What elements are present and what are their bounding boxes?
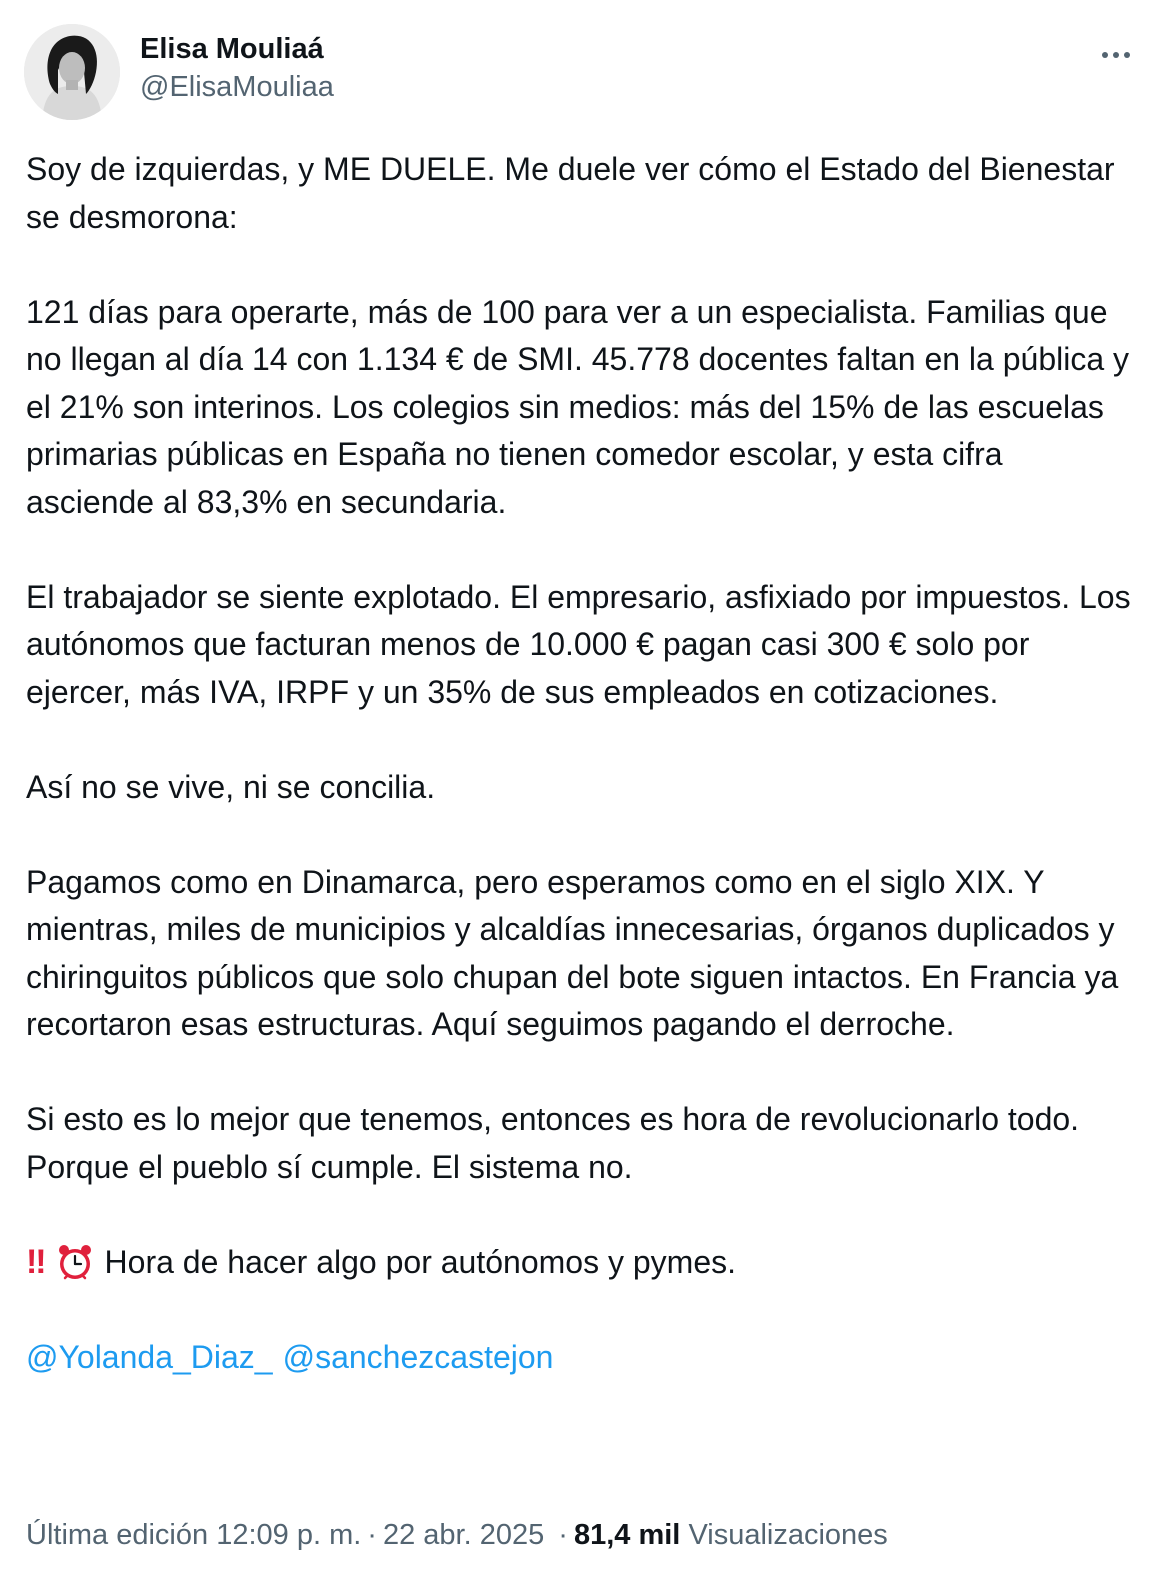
meta-separator: · bbox=[558, 1519, 568, 1551]
tweet-paragraph: Si esto es lo mejor que tenemos, entonces es hora de revolucionarlo todo. Porque el pueblo sí cumple. El sistema no. bbox=[26, 1101, 1080, 1185]
meta-separator: · bbox=[367, 1519, 377, 1551]
avatar-photo bbox=[24, 24, 120, 120]
more-options-button[interactable] bbox=[1096, 40, 1136, 70]
author-handle[interactable]: @ElisaMouliaa bbox=[140, 71, 334, 103]
views-label: Visualizaciones bbox=[688, 1519, 888, 1551]
double-exclamation-icon: ‼ bbox=[26, 1242, 41, 1281]
tweet-header bbox=[24, 24, 1136, 120]
tweet-emoji-line bbox=[26, 1239, 1136, 1287]
edited-timestamp[interactable] bbox=[26, 1519, 552, 1551]
avatar[interactable] bbox=[24, 24, 120, 120]
mention-link[interactable]: @sanchezcastejon bbox=[282, 1338, 554, 1375]
tweet-time: 12:09 p. m. bbox=[216, 1519, 362, 1551]
tweet-paragraph: Pagamos como en Dinamarca, pero esperamos como en el siglo XIX. Y mientras, miles de municipios y alcaldías innecesarias, órganos duplicados y chiringuitos públicos que solo chupan del bote siguen intactos. En Francia ya recortaron esas estructuras. Aquí seguimos pagando el derroche. bbox=[26, 863, 1119, 1042]
alarm-clock-icon bbox=[55, 1242, 95, 1282]
author-display-name[interactable]: Elisa Mouliaá bbox=[140, 33, 324, 65]
mention-link[interactable]: @Yolanda_Diaz_ bbox=[26, 1338, 273, 1375]
edited-label: Última edición bbox=[26, 1519, 209, 1551]
views-count: 81,4 mil bbox=[573, 1519, 681, 1551]
tweet-mentions bbox=[26, 1334, 1136, 1382]
tweet-paragraph: Así no se vive, ni se concilia. bbox=[26, 768, 436, 805]
emoji-line-text: Hora de hacer algo por autónomos y pymes. bbox=[104, 1243, 736, 1280]
tweet-meta bbox=[26, 1512, 888, 1558]
more-horizontal-icon bbox=[1101, 51, 1131, 59]
tweet-paragraph: 121 días para operarte, más de 100 para ver a un especialista. Familias que no llegan al día 14 con 1.134 € de SMI. 45.778 docentes faltan en la pública y el 21% son interinos. Los colegios sin medios: más del 15% de las escuelas primarias públicas en España no tienen comedor escolar, y esta cifra asciende al 83,3% en secundaria. bbox=[26, 293, 1130, 520]
tweet-paragraph: Soy de izquierdas, y ME DUELE. Me duele ver cómo el Estado del Bienestar se desmorona: bbox=[26, 151, 1115, 235]
author-names bbox=[140, 30, 334, 106]
tweet-paragraph: El trabajador se siente explotado. El empresario, asfixiado por impuestos. Los autónomos que facturan menos de 10.000 € pagan casi 300 € solo por ejercer, más IVA, IRPF y un 35% de sus empleados en cotizaciones. bbox=[26, 578, 1131, 710]
tweet-text bbox=[26, 146, 1136, 1381]
tweet-date: 22 abr. 2025 bbox=[382, 1519, 545, 1551]
